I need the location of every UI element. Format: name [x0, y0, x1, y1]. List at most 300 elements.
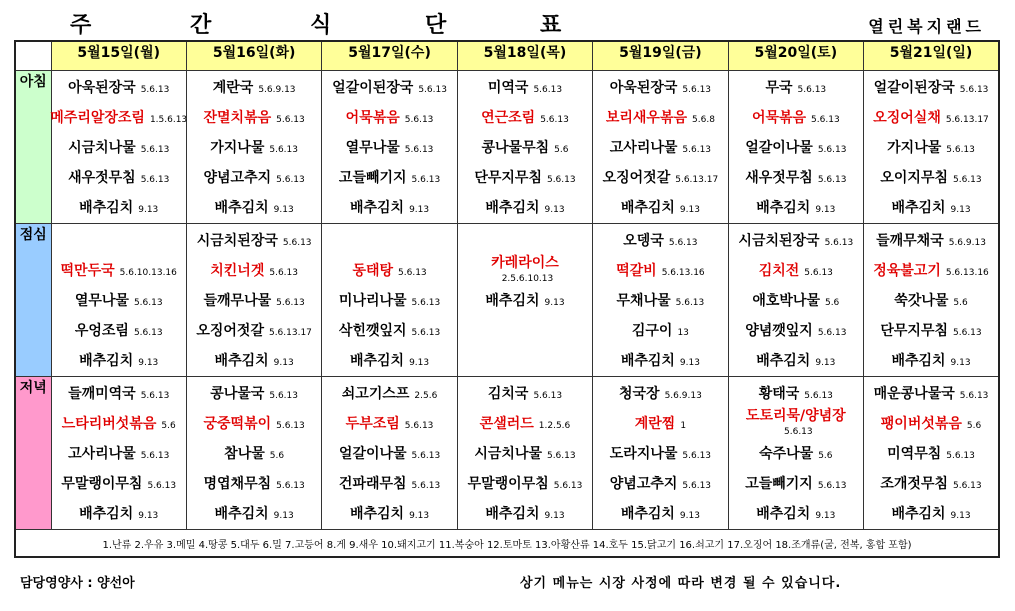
allergy-codes: 9.13 — [679, 511, 700, 521]
dish-name: 숙주나물 — [759, 446, 814, 462]
meal-label: 아침 — [15, 71, 51, 224]
allergy-codes: 5.6.10.13.16 — [119, 268, 177, 278]
dish-name: 계란국 — [212, 80, 254, 96]
allergy-codes: 9.13 — [409, 511, 430, 521]
menu-item — [593, 256, 727, 286]
dish-name: 배추김치 — [349, 506, 405, 522]
menu-item — [187, 286, 321, 316]
dish-name: 동태탕 — [352, 263, 394, 279]
dish-name: 조개젓무침 — [880, 476, 948, 492]
page-title — [70, 8, 570, 36]
allergy-codes: 5.6.9.13 — [664, 391, 702, 401]
allergy-codes: 5.6.13.17 — [675, 175, 719, 185]
nutritionist-label: 담당영양사 : 양선아 — [20, 576, 135, 591]
dish-name: 김치전 — [758, 263, 800, 279]
menu-item — [458, 133, 592, 163]
dish-name: 떡갈비 — [616, 263, 657, 279]
title-char: 주 — [70, 13, 92, 38]
dish-name: 배추김치 — [214, 200, 269, 216]
menu-item — [864, 379, 998, 409]
allergy-codes: 9.13 — [273, 511, 294, 521]
menu-item — [322, 499, 456, 529]
allergy-codes: 9.13 — [815, 205, 836, 215]
menu-cell — [457, 71, 592, 224]
menu-item — [322, 73, 456, 103]
menu-item — [322, 316, 456, 346]
allergy-codes: 9.13 — [138, 511, 159, 521]
allergy-codes: 5.6 — [818, 451, 833, 461]
meal-row — [15, 224, 999, 377]
menu-cell — [728, 71, 863, 224]
dish-name: 배추김치 — [620, 506, 675, 522]
dish-name: 콩나물국 — [210, 386, 265, 402]
menu-cell — [457, 224, 592, 377]
menu-cell — [593, 224, 728, 377]
dish-name: 도라지나물 — [609, 446, 678, 462]
dish-name: 무국 — [765, 80, 793, 96]
menu-item — [864, 103, 998, 133]
menu-cell — [593, 377, 728, 530]
allergy-codes: 5.6.13 — [404, 421, 434, 431]
menu-item — [322, 286, 456, 316]
allergy-codes: 5.6.13 — [817, 145, 847, 155]
dish-name: 오징어젓갈 — [196, 323, 264, 339]
menu-item — [458, 346, 592, 376]
allergy-codes: 5.6.13 — [269, 391, 298, 401]
day-header: 5월18일(목) — [457, 41, 592, 71]
title-char: 표 — [540, 13, 562, 38]
menu-cell — [728, 224, 863, 377]
allergy-codes: 5.6.13 — [282, 238, 312, 248]
dish-name: 양념고추지 — [609, 476, 678, 492]
menu-item — [593, 73, 727, 103]
menu-item — [52, 163, 186, 193]
dish-name: 양념깻잎지 — [745, 323, 813, 339]
allergy-codes: 5.6.13 — [784, 427, 813, 437]
title-char: 간 — [190, 13, 212, 38]
dish-name: 정육불고기 — [873, 263, 941, 279]
menu-item — [187, 256, 321, 286]
menu-item — [593, 346, 727, 376]
dish-name: 김구이 — [631, 323, 673, 339]
dish-name: 쇠고기스프 — [341, 386, 410, 402]
dish-name: 애호박나물 — [752, 293, 820, 309]
allergy-codes: 9.13 — [950, 511, 971, 521]
menu-item — [322, 379, 456, 409]
menu-item — [187, 379, 321, 409]
allergy-codes: 5.6.13.16 — [661, 268, 705, 278]
menu-item — [593, 379, 727, 409]
allergy-codes: 5.6.13 — [946, 145, 975, 155]
menu-item — [187, 163, 321, 193]
dish-name: 시금치나물 — [68, 140, 136, 156]
dish-name: 청국장 — [619, 386, 660, 402]
menu-item — [729, 286, 863, 316]
allergy-codes: 5.6.13 — [540, 115, 569, 125]
allergy-codes: 5.6 — [966, 421, 982, 431]
dish-name: 시금치나물 — [474, 446, 542, 462]
dish-name: 배추김치 — [620, 200, 675, 216]
allergy-codes: 5.6.13 — [804, 268, 833, 278]
menu-item — [187, 499, 321, 529]
menu-item — [458, 469, 592, 499]
menu-item — [593, 286, 727, 316]
menu-cell — [51, 377, 186, 530]
dish-name: 어묵볶음 — [345, 110, 400, 126]
allergy-codes: 5.6.13 — [276, 298, 305, 308]
allergy-codes: 5.6.13 — [411, 175, 441, 185]
allergy-codes: 5.6.13 — [682, 145, 712, 155]
menu-item — [458, 379, 592, 409]
menu-item — [458, 499, 592, 529]
dish-name: 배추김치 — [891, 200, 946, 216]
menu-item — [864, 499, 998, 529]
dish-name: 궁중떡볶이 — [203, 416, 272, 432]
menu-item — [593, 103, 727, 133]
allergy-codes: 5.6.13.17 — [945, 115, 989, 125]
menu-cell — [51, 71, 186, 224]
dish-name: 미역국 — [487, 80, 529, 96]
menu-item — [322, 469, 456, 499]
menu-cell — [322, 377, 457, 530]
dish-name: 황태국 — [758, 386, 800, 402]
menu-item — [864, 346, 998, 376]
dish-name: 단무지무침 — [880, 323, 948, 339]
menu-item — [593, 469, 727, 499]
dish-name: 카레라이스 — [491, 255, 559, 271]
dish-name: 무말랭이무침 — [61, 476, 143, 492]
dish-name: 가지나물 — [210, 140, 265, 156]
dish-name: 시금치된장국 — [196, 233, 278, 249]
allergy-codes: 9.13 — [138, 358, 159, 368]
menu-item — [187, 193, 321, 223]
menu-item — [593, 226, 727, 256]
dish-name: 배추김치 — [756, 200, 811, 216]
menu-item — [458, 409, 592, 439]
allergy-codes: 5.6.13 — [276, 115, 305, 125]
allergy-codes: 5.6 — [824, 298, 840, 308]
allergy-codes: 5.6.13 — [953, 175, 982, 185]
menu-item — [729, 439, 863, 469]
allergy-codes: 9.13 — [544, 205, 565, 215]
allergy-codes: 5.6.13 — [404, 115, 434, 125]
menu-item — [458, 286, 592, 316]
menu-cell — [186, 71, 321, 224]
dish-name: 배추김치 — [485, 293, 540, 309]
menu-item — [52, 346, 186, 376]
allergy-codes: 5.6.13 — [533, 85, 563, 95]
allergy-codes: 2.5.6 — [414, 391, 438, 401]
menu-item — [52, 226, 186, 256]
menu-item — [52, 379, 186, 409]
menu-item — [729, 103, 863, 133]
dish-name: 오이지무침 — [880, 170, 948, 186]
dish-name: 새우젓무침 — [745, 170, 813, 186]
menu-item — [458, 256, 592, 286]
allergy-codes: 5.6.13 — [946, 451, 975, 461]
menu-item — [864, 73, 998, 103]
day-header: 5월16일(화) — [186, 41, 321, 71]
menu-item — [864, 133, 998, 163]
allergy-codes: 9.13 — [815, 511, 836, 521]
menu-item — [864, 193, 998, 223]
menu-item — [729, 409, 863, 439]
menu-item — [864, 256, 998, 286]
menu-item — [593, 439, 727, 469]
allergy-codes: 5.6.13 — [140, 85, 170, 95]
dish-name: 배추김치 — [891, 353, 946, 369]
menu-item — [458, 193, 592, 223]
menu-item — [729, 163, 863, 193]
allergy-codes: 5.6.13 — [276, 175, 305, 185]
allergy-codes: 5.6.13 — [269, 145, 298, 155]
dish-name: 쑥갓나물 — [894, 293, 949, 309]
dish-name: 미역무침 — [887, 446, 942, 462]
change-notice: 상기 메뉴는 시장 사정에 따라 변경 될 수 있습니다. — [520, 576, 842, 591]
dish-name: 무말랭이무침 — [467, 476, 549, 492]
dish-name: 도토리묵/양념장 — [745, 408, 846, 424]
allergy-codes: 5.6.13 — [546, 451, 576, 461]
menu-item — [322, 193, 456, 223]
menu-item — [864, 439, 998, 469]
allergy-codes: 9.13 — [679, 358, 700, 368]
meal-label: 점심 — [15, 224, 51, 377]
allergy-codes: 5.6.13 — [147, 481, 177, 491]
allergy-codes: 5.6.13 — [959, 85, 989, 95]
allergy-codes: 5.6.13 — [140, 451, 170, 461]
menu-item — [52, 316, 186, 346]
menu-item — [593, 316, 727, 346]
allergy-codes: 5.6.13 — [418, 85, 447, 95]
dish-name: 단무지무침 — [474, 170, 542, 186]
dish-name: 시금치된장국 — [738, 233, 820, 249]
brand-name: 열린복지랜드 — [868, 17, 985, 36]
allergy-codes: 9.13 — [815, 358, 836, 368]
menu-item — [864, 469, 998, 499]
allergy-codes: 5.6.8 — [692, 115, 715, 125]
menu-item — [322, 439, 456, 469]
menu-item — [322, 163, 456, 193]
dish-name: 우엉조림 — [74, 323, 129, 339]
menu-item — [458, 316, 592, 346]
allergy-codes: 9.13 — [950, 205, 971, 215]
allergy-codes: 5.6.13 — [411, 481, 441, 491]
menu-cell — [728, 377, 863, 530]
menu-item — [52, 256, 186, 286]
meal-row — [15, 377, 999, 530]
menu-item — [729, 469, 863, 499]
menu-cell — [186, 224, 321, 377]
allergy-codes: 9.13 — [679, 205, 700, 215]
dish-name: 얼갈이나물 — [745, 140, 813, 156]
menu-item — [864, 226, 998, 256]
menu-cell — [593, 71, 728, 224]
dish-name: 치킨너겟 — [210, 263, 265, 279]
allergy-codes: 9.13 — [273, 205, 294, 215]
allergy-codes: 13 — [677, 328, 689, 338]
menu-item — [187, 346, 321, 376]
dish-name: 보리새우볶음 — [605, 110, 688, 126]
dish-name: 아욱된장국 — [68, 80, 136, 96]
menu-item — [864, 409, 998, 439]
dish-name: 팽이버섯볶음 — [880, 416, 962, 432]
menu-item — [729, 256, 863, 286]
meal-label: 저녁 — [15, 377, 51, 530]
allergy-codes: 5.6.13 — [276, 481, 305, 491]
allergy-codes: 5.6.13 — [546, 175, 576, 185]
allergy-codes: 5.6.13 — [682, 481, 712, 491]
allergy-codes: 5.6.13 — [817, 328, 847, 338]
menu-item — [729, 346, 863, 376]
allergy-codes: 5.6.13 — [824, 238, 854, 248]
menu-item — [458, 439, 592, 469]
dish-name: 배추김치 — [79, 506, 134, 522]
dish-name: 어묵볶음 — [751, 110, 807, 126]
allergy-codes: 9.13 — [138, 205, 159, 215]
allergy-codes: 5.6.13 — [133, 328, 163, 338]
menu-item — [52, 193, 186, 223]
menu-cell — [864, 377, 999, 530]
dish-name: 무채나물 — [616, 293, 671, 309]
dish-name: 오뎅국 — [623, 233, 664, 249]
dish-name: 잔멸치볶음 — [203, 110, 272, 126]
menu-item — [458, 163, 592, 193]
allergy-codes: 5.6.13 — [797, 85, 827, 95]
menu-cell — [457, 377, 592, 530]
dish-name: 배추김치 — [349, 353, 405, 369]
dish-name: 건파래무침 — [338, 476, 407, 492]
dish-name: 배추김치 — [485, 200, 540, 216]
menu-item — [593, 193, 727, 223]
allergy-codes: 5.6.13 — [140, 175, 170, 185]
menu-item — [729, 226, 863, 256]
menu-item — [593, 163, 727, 193]
allergy-codes: 5.6.13 — [817, 175, 847, 185]
menu-item — [52, 439, 186, 469]
menu-item — [458, 73, 592, 103]
allergy-codes: 1 — [680, 421, 687, 431]
dish-name: 배추김치 — [620, 353, 675, 369]
dish-name: 들깨무채국 — [876, 233, 944, 249]
menu-item — [187, 409, 321, 439]
dish-name: 가지나물 — [887, 140, 942, 156]
title-char: 식 — [310, 13, 332, 38]
menu-cell — [51, 224, 186, 377]
dish-name: 얼갈이나물 — [338, 446, 407, 462]
title-char: 단 — [425, 13, 447, 38]
dish-name: 얼갈이된장국 — [332, 80, 414, 96]
dish-name: 고사리나물 — [609, 140, 678, 156]
menu-item — [187, 103, 321, 133]
dish-name: 명엽채무침 — [203, 476, 272, 492]
allergy-codes: 9.13 — [409, 205, 430, 215]
allergy-codes: 5.6.13 — [953, 328, 982, 338]
menu-item — [187, 439, 321, 469]
dish-name: 배추김치 — [214, 506, 269, 522]
allergy-codes: 5.6.13 — [276, 421, 305, 431]
menu-item — [729, 133, 863, 163]
dish-name: 삭힌깻잎지 — [338, 323, 407, 339]
dish-name: 참나물 — [224, 446, 265, 462]
allergy-codes: 9.13 — [544, 298, 565, 308]
dish-name: 열무나물 — [345, 140, 400, 156]
allergy-codes: 5.6.13 — [133, 298, 163, 308]
dish-name: 김치국 — [487, 386, 529, 402]
dish-name: 오징어실채 — [873, 110, 941, 126]
meal-row — [15, 71, 999, 224]
allergy-codes: 1.2.5.6 — [538, 421, 571, 431]
dish-name: 콩나물무침 — [481, 140, 550, 156]
dish-name: 얼갈이된장국 — [873, 80, 955, 96]
dish-name: 배추김치 — [214, 353, 269, 369]
dish-name: 느타리버섯볶음 — [61, 416, 157, 432]
dish-name: 떡만두국 — [60, 263, 115, 279]
allergy-codes: 5.6.13 — [959, 391, 989, 401]
menu-item — [593, 133, 727, 163]
dish-name: 고사리나물 — [68, 446, 136, 462]
corner-cell — [15, 41, 51, 71]
allergy-codes: 5.6.13 — [269, 268, 298, 278]
dish-name: 고들빼기지 — [745, 476, 813, 492]
dish-name: 새우젓무침 — [68, 170, 136, 186]
allergy-codes: 9.13 — [273, 358, 294, 368]
menu-item — [52, 133, 186, 163]
day-header: 5월19일(금) — [593, 41, 728, 71]
allergy-codes: 5.6.13 — [404, 145, 434, 155]
menu-item — [187, 73, 321, 103]
menu-item — [593, 499, 727, 529]
day-header-row — [15, 41, 999, 71]
dish-name: 콘샐러드 — [479, 416, 534, 432]
allergy-codes: 5.6.13 — [398, 268, 427, 278]
menu-item — [458, 226, 592, 256]
dish-name: 배추김치 — [79, 200, 134, 216]
menu-item — [52, 286, 186, 316]
allergy-codes: 5.6.13 — [953, 481, 982, 491]
allergy-codes: 5.6.13 — [682, 451, 712, 461]
menu-item — [322, 409, 456, 439]
dish-name: 두부조림 — [345, 416, 400, 432]
allergy-codes: 5.6.13 — [553, 481, 583, 491]
menu-item — [729, 73, 863, 103]
allergy-codes: 9.13 — [409, 358, 430, 368]
dish-name: 배추김치 — [485, 506, 540, 522]
menu-item — [322, 133, 456, 163]
allergy-codes: 5.6.13 — [533, 391, 563, 401]
day-header: 5월17일(수) — [322, 41, 457, 71]
dish-name: 미나리나물 — [338, 293, 407, 309]
dish-name: 양념고추지 — [203, 170, 272, 186]
weekly-menu-table — [14, 40, 1000, 558]
day-header: 5월21일(일) — [864, 41, 999, 71]
menu-item — [187, 469, 321, 499]
allergy-legend-row — [15, 530, 999, 558]
dish-name: 매운콩나물국 — [873, 386, 955, 402]
allergy-codes: 5.6.13 — [675, 298, 705, 308]
menu-item — [187, 316, 321, 346]
allergy-codes: 5.6.13.17 — [268, 328, 312, 338]
menu-cell — [322, 224, 457, 377]
allergy-codes: 9.13 — [950, 358, 971, 368]
menu-item — [864, 163, 998, 193]
menu-item — [322, 103, 456, 133]
allergy-codes: 5.6.13 — [411, 298, 441, 308]
dish-name: 배추김치 — [756, 353, 811, 369]
allergy-codes: 5.6.13 — [140, 391, 170, 401]
menu-item — [52, 469, 186, 499]
allergy-codes: 5.6.13 — [668, 238, 698, 248]
menu-item — [729, 193, 863, 223]
